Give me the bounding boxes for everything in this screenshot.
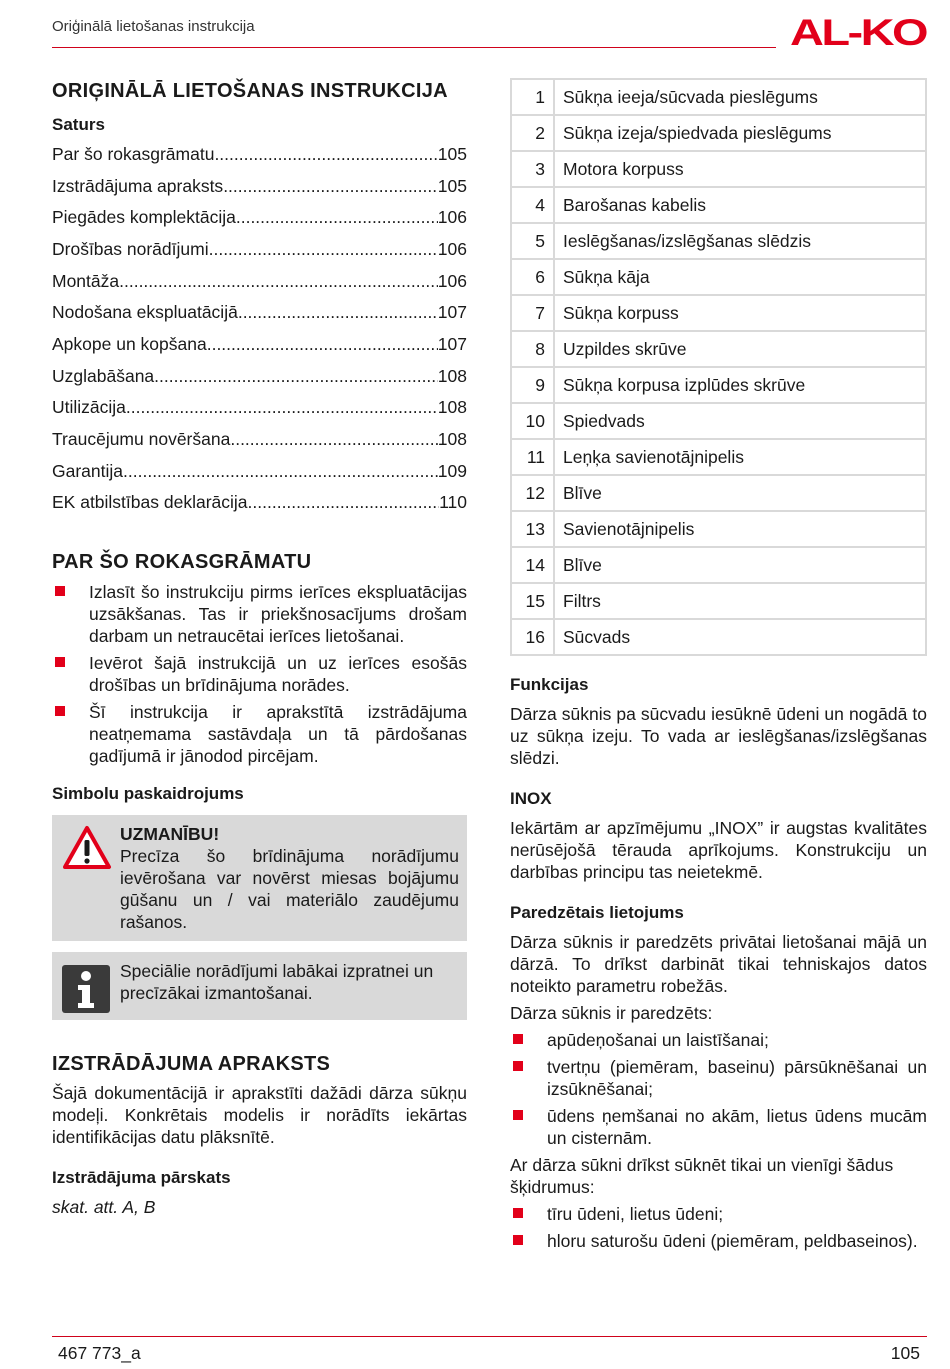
toc-leader [214,143,437,165]
part-number: 13 [511,511,554,547]
info-icon [62,965,110,1018]
toc-entry-title: Izstrādājuma apraksts [52,175,224,196]
main-title: ORIĢINĀLĀ LIETOŠANAS INSTRUKCIJA [52,80,448,102]
overview-text: skat. att. A, B [52,1197,156,1218]
toc-entry-title: EK atbilstības deklarācija [52,492,248,513]
toc-leader [154,365,438,387]
toc-entry-title: Par šo rokasgrāmatu [52,143,215,164]
part-number: 6 [511,259,554,295]
inox-text: Iekārtām ar apzīmējumu „INOX” ir augstas kvalitātes nerūsējošā tērauda aprīkojums. Konstrukciju un darbības principu tas neietekmē. [510,818,927,882]
table-row [511,475,926,511]
bullet-square-icon [513,1034,523,1044]
table-row [511,115,926,151]
table-row [511,547,926,583]
toc-leader [123,460,438,482]
table-row [511,151,926,187]
toc-leader [209,238,438,260]
liquids-text: Ar dārza sūkni drīkst sūknēt tikai un vienīgi šādus šķidrumus: [510,1155,894,1197]
table-row [511,583,926,619]
toc-entry-title: Apkope un kopšana [52,333,207,354]
liquids-list [510,1203,927,1252]
warning-text: Precīza šo brīdinājuma norādījumu ievērošana var novērst miesas bojājumu gūšanu un / vai materiālo zaudējumu rašanos. [120,846,459,933]
toc-entry-page: 108 [437,365,467,386]
about-list [52,581,467,767]
about-heading: PAR ŠO ROKASGRĀMATU [52,551,312,574]
list-item [52,652,467,696]
warning-title: UZMANĪBU! [120,824,220,845]
page-number: 105 [890,1343,920,1363]
toc-heading: Saturs [52,115,105,134]
toc-entry-title: Garantija [52,460,124,481]
list-item [510,1230,927,1252]
left-column [52,78,467,1218]
toc-entry-title: Utilizācija [52,397,126,418]
table-row [511,403,926,439]
part-number: 7 [511,295,554,331]
part-label: Uzpildes skrūve [554,331,926,367]
list-item-text: tvertņu (piemēram, baseinu) pārsūknēšanai un izsūknēšanai; [547,1057,927,1099]
inox-heading: INOX [510,789,552,808]
part-number: 10 [511,403,554,439]
header-divider [52,47,776,48]
part-number: 14 [511,547,554,583]
right-column [510,78,927,1257]
product-text: Šajā dokumentācijā ir aprakstīti dažādi dārza sūkņu modeļi. Konkrētais modelis ir norādīts iekārtas identifikācijas datu plāksnītē. [52,1083,467,1148]
toc-entry-page: 105 [437,143,467,164]
part-label: Sūcvads [554,619,926,655]
part-number: 11 [511,439,554,475]
toc-entry [52,233,467,265]
toc-entry-page: 106 [437,270,467,291]
part-label: Motora korpuss [554,151,926,187]
part-number: 16 [511,619,554,655]
symbols-heading: Simbolu paskaidrojums [52,784,244,804]
table-row [511,79,926,115]
part-number: 9 [511,367,554,403]
list-item [52,581,467,647]
toc-entry [52,328,467,360]
part-number: 2 [511,115,554,151]
toc-entry [52,138,467,170]
part-number: 4 [511,187,554,223]
table-row [511,223,926,259]
info-box [52,952,467,1020]
intended-use-intro: Dārza sūknis ir paredzēts: [510,1003,713,1023]
doc-number: 467 773_a [58,1343,141,1363]
part-label: Leņķa savienotājnipelis [554,439,926,475]
toc-leader [230,428,437,450]
table-of-contents [52,138,467,518]
toc-entry [52,296,467,328]
intended-use-list [510,1029,927,1149]
toc-entry-page: 106 [437,238,467,259]
list-item [510,1056,927,1100]
toc-entry [52,423,467,455]
toc-entry [52,170,467,202]
part-label: Sūkņa korpusa izplūdes skrūve [554,367,926,403]
part-label: Sūkņa kāja [554,259,926,295]
table-row [511,439,926,475]
toc-entry-page: 108 [437,429,467,450]
toc-leader [126,396,438,418]
functions-text: Dārza sūknis pa sūcvadu iesūknē ūdeni un nogādā to uz sūkņa izeju. To vada ar ieslēgšanas/izslēgšanas slēdzi. [510,704,927,768]
functions-heading: Funkcijas [510,675,589,694]
list-item-text: hloru saturošu ūdeni (piemēram, peldbaseinos). [547,1231,918,1251]
toc-entry-page: 107 [437,302,467,323]
toc-entry-page: 105 [437,175,467,196]
toc-entry-title: Montāža [52,270,120,291]
list-item-text: Izlasīt šo instrukciju pirms ierīces ekspluatācijas uzsākšanas. Tas ir priekšnosacījums drošam darbam un netraucētai ierīces lietošanai. [89,582,467,647]
part-label: Sūkņa ieeja/sūcvada pieslēgums [554,79,926,115]
bullet-square-icon [55,657,65,667]
alko-logo [790,14,928,50]
part-label: Ieslēgšanas/izslēgšanas slēdzis [554,223,926,259]
toc-entry [52,265,467,297]
toc-leader [207,333,438,355]
toc-entry-title: Traucējumu novēršana [52,429,231,450]
part-label: Spiedvads [554,403,926,439]
toc-leader [119,270,438,292]
toc-leader [223,175,438,197]
toc-leader [238,301,438,323]
bullet-square-icon [513,1235,523,1245]
list-item [52,701,467,767]
part-label: Blīve [554,475,926,511]
intended-use-heading: Paredzētais lietojums [510,903,684,922]
svg-text:AL‑KO: AL‑KO [790,14,928,50]
list-item [510,1105,927,1149]
toc-entry-page: 110 [439,492,467,513]
list-item-text: Ievērot šajā instrukcijā un uz ierīces esošās drošības un brīdinājuma norādes. [89,653,467,696]
part-label: Blīve [554,547,926,583]
toc-entry [52,201,467,233]
toc-entry-title: Drošības norādījumi [52,238,209,259]
overview-heading: Izstrādājuma pārskats [52,1168,231,1188]
list-item [510,1029,927,1051]
intended-use-text: Dārza sūknis ir paredzēts privātai lietošanai mājā un dārzā. To drīkst darbināt tikai tehniskajos datos noteikto parametru robežās. [510,932,927,996]
list-item-text: ūdens ņemšanai no akām, lietus ūdens mucām un cisternām. [547,1106,927,1148]
part-number: 3 [511,151,554,187]
toc-entry-page: 108 [437,397,467,418]
part-label: Barošanas kabelis [554,187,926,223]
toc-entry [52,487,467,519]
toc-entry-title: Nodošana ekspluatācijā [52,302,238,323]
list-item-text: tīru ūdeni, lietus ūdeni; [547,1204,724,1224]
bullet-square-icon [55,706,65,716]
table-row [511,331,926,367]
toc-leader [236,206,438,228]
list-item-text: apūdeņošanai un laistīšanai; [547,1030,769,1050]
part-number: 8 [511,331,554,367]
toc-entry [52,455,467,487]
list-item-text: Šī instrukcija ir aprakstītā izstrādājuma neatņemama sastāvdaļa un tā pārdošanas gadījumā ir jānodod pircējam. [89,702,467,767]
toc-entry-page: 106 [437,207,467,228]
toc-entry [52,360,467,392]
warning-triangle-icon [62,825,112,876]
bullet-square-icon [513,1208,523,1218]
part-label: Sūkņa izeja/spiedvada pieslēgums [554,115,926,151]
bullet-square-icon [55,586,65,596]
parts-table [510,78,927,656]
info-text: Speciālie norādījumi labākai izpratnei un precīzākai izmantošanai. [120,961,434,1004]
table-row [511,187,926,223]
bullet-square-icon [513,1110,523,1120]
table-row [511,619,926,655]
list-item [510,1203,927,1225]
bullet-square-icon [513,1061,523,1071]
part-number: 5 [511,223,554,259]
toc-entry-page: 107 [437,333,467,354]
part-label: Savienotājnipelis [554,511,926,547]
part-label: Sūkņa korpuss [554,295,926,331]
part-number: 12 [511,475,554,511]
toc-entry [52,392,467,424]
table-row [511,367,926,403]
part-number: 15 [511,583,554,619]
part-label: Filtrs [554,583,926,619]
toc-entry-page: 109 [437,460,467,481]
toc-leader [248,491,440,513]
table-row [511,295,926,331]
part-number: 1 [511,79,554,115]
toc-entry-title: Piegādes komplektācija [52,207,236,228]
product-heading: IZSTRĀDĀJUMA APRAKSTS [52,1053,331,1076]
warning-box [52,815,467,941]
footer-divider [52,1336,927,1337]
table-row [511,511,926,547]
toc-entry-title: Uzglabāšana [52,365,155,386]
table-row [511,259,926,295]
header-title: Oriģinālā lietošanas instrukcija [52,18,255,35]
